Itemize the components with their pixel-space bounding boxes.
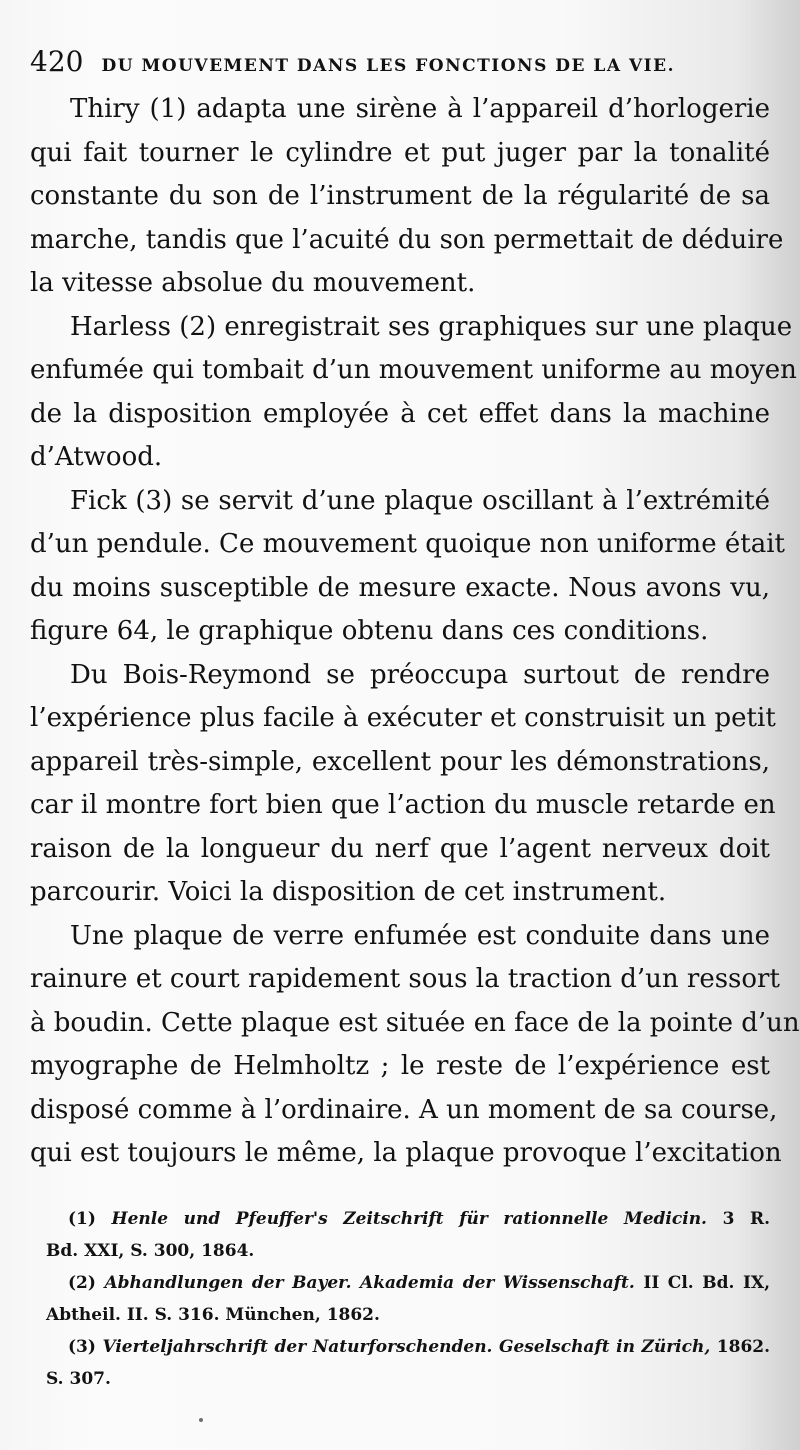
paragraph-plaque-line: qui est toujours le même, la plaque provoque l’excitation: [30, 1138, 782, 1168]
paragraph-du-bois-reymond-line: l’expérience plus facile à exécuter et construisit un petit: [30, 703, 776, 733]
footnote-detail: 1862.: [716, 1337, 771, 1357]
paragraph-thiry-line: constante du son de l’instrument de la régularité de sa: [30, 181, 770, 211]
footnote-title: Abhandlungen der Bayer. Akademia der Wissenschaft.: [104, 1273, 635, 1293]
footnote-continuation: Bd. XXI, S. 300, 1864.: [46, 1241, 255, 1261]
paragraph-du-bois-reymond-line: parcourir. Voici la disposition de cet instrument.: [30, 877, 667, 907]
page-number: 420: [30, 45, 84, 78]
footnote-3: [46, 1331, 770, 1363]
paragraph-fick-line: figure 64, le graphique obtenu dans ces conditions.: [30, 616, 709, 646]
footnote-marker: (3): [68, 1337, 96, 1357]
paragraph-harless-line: Harless (2) enregistrait ses graphiques sur une plaque: [70, 311, 793, 342]
paragraph-plaque-line: disposé comme à l’ordinaire. A un moment de sa course,: [30, 1094, 778, 1125]
footnotes: [46, 1203, 770, 1395]
paragraph-plaque-line: rainure et court rapidement sous la traction d’un ressort: [30, 964, 780, 994]
paragraph-plaque-line: à boudin. Cette plaque est située en face de la pointe d’un: [30, 1007, 800, 1038]
footnote-marker: (2): [68, 1273, 96, 1293]
paragraph-du-bois-reymond-line: raison de la longueur du nerf que l’agent nerveux doit: [30, 833, 770, 864]
paragraph-thiry-line: marche, tandis que l’acuité du son permettait de déduire: [30, 224, 784, 255]
page-header: [30, 44, 770, 80]
paragraph-plaque-line: myographe de Helmholtz ; le reste de l’expérience est: [30, 1051, 770, 1081]
footnote-title: Henle und Pfeuffer's Zeitschrift für rationnelle Medicin.: [111, 1209, 707, 1229]
footnote-detail: II Cl. Bd. IX,: [643, 1273, 770, 1293]
footnote-continuation: S. 307.: [46, 1369, 111, 1389]
paragraph-harless-line: d’Atwood.: [30, 442, 163, 472]
paragraph-du-bois-reymond-line: Du Bois-Reymond se préoccupa surtout de rendre: [70, 659, 770, 690]
paragraph-thiry-line: Thiry (1) adapta une sirène à l’appareil d’horlogerie: [70, 94, 770, 124]
footnote-2: [46, 1267, 770, 1299]
footnote-continuation: Abtheil. II. S. 316. München, 1862.: [46, 1305, 380, 1325]
footnote-title: Vierteljahrschrift der Naturforschenden. Geselschaft in Zürich,: [102, 1337, 711, 1357]
body-text: [30, 88, 800, 1176]
footnote-detail: 3 R.: [722, 1209, 771, 1229]
paragraph-harless-line: enfumée qui tombait d’un mouvement uniforme au moyen: [30, 355, 797, 385]
footnote-1: [46, 1203, 770, 1235]
paragraph-fick-line: du moins susceptible de mesure exacte. Nous avons vu,: [30, 572, 770, 603]
paragraph-fick-line: d’un pendule. Ce mouvement quoique non uniforme était: [30, 529, 785, 559]
running-title: DU MOUVEMENT DANS LES FONCTIONS DE LA VIE.: [101, 56, 675, 76]
footnote-marker: (1): [68, 1209, 96, 1229]
paragraph-du-bois-reymond-line: appareil très-simple, excellent pour les démonstrations,: [30, 746, 770, 777]
paragraph-fick-line: Fick (3) se servit d’une plaque oscillant à l’extrémité: [70, 485, 770, 516]
paragraph-thiry-line: qui fait tourner le cylindre et put juger par la tonalité: [30, 137, 770, 168]
paragraph-du-bois-reymond-line: car il montre fort bien que l’action du muscle retarde en: [30, 790, 776, 820]
print-speck: [199, 1418, 203, 1422]
paragraph-plaque-line: Une plaque de verre enfumée est conduite dans une: [70, 920, 770, 951]
paragraph-thiry-line: la vitesse absolue du mouvement.: [30, 268, 476, 298]
paragraph-harless-line: de la disposition employée à cet effet dans la machine: [30, 398, 770, 429]
